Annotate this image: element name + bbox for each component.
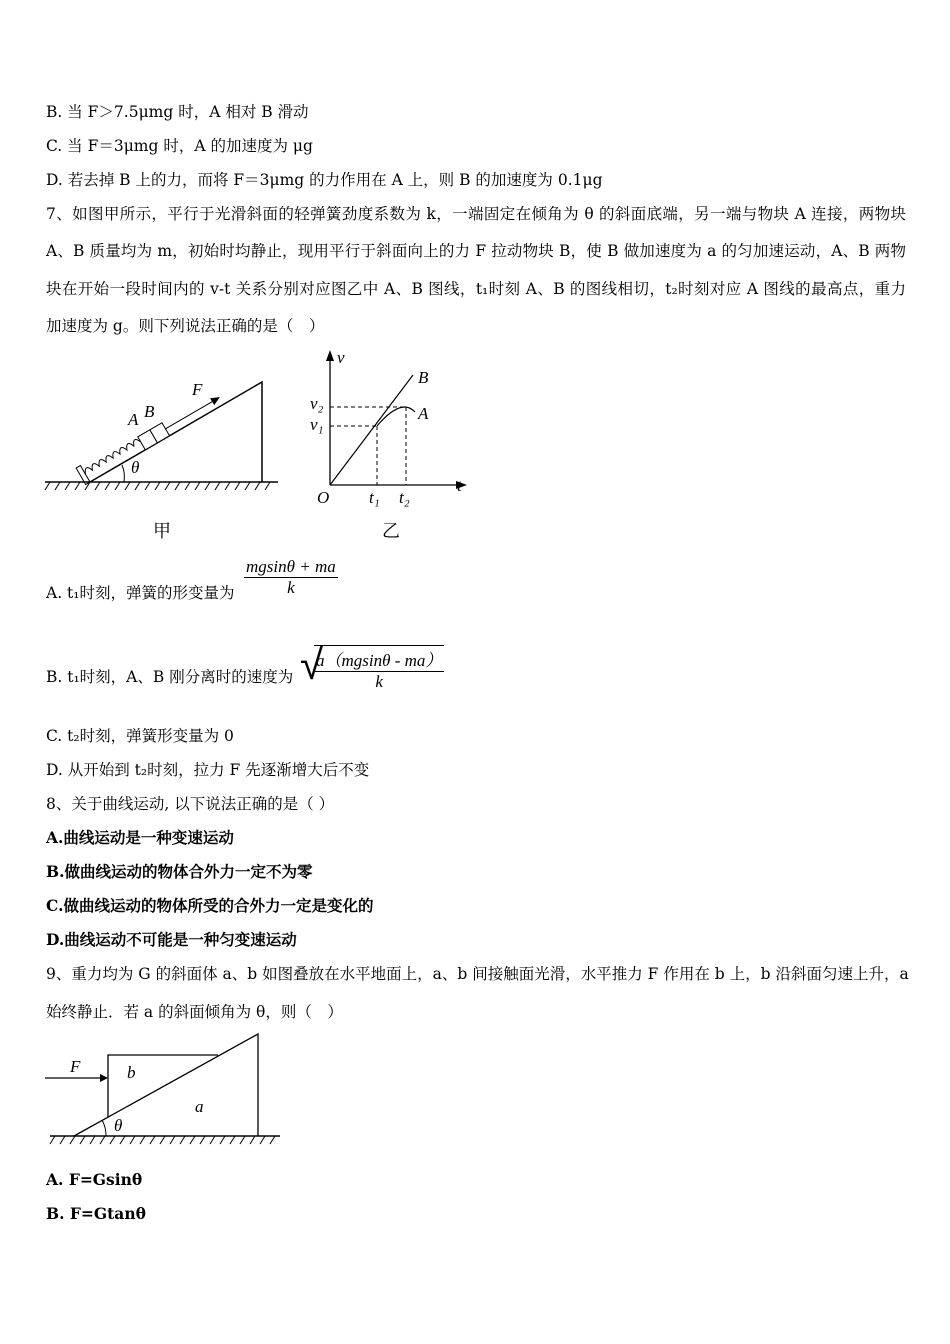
q8-option-a: A.曲线运动是一种变速运动: [46, 828, 234, 847]
line-label-b: B: [418, 368, 429, 387]
block-label-b: B: [144, 402, 155, 421]
q9-option-b: B. F=Gtanθ: [46, 1204, 146, 1223]
q7-stem-line: 7、如图甲所示，平行于光滑斜面的轻弹簧劲度系数为 k，一端固定在倾角为 θ 的斜面底端，另一端与物块 A 连接，两物块: [46, 205, 906, 223]
formula-denominator: k: [287, 578, 295, 597]
force-label-f: F: [192, 380, 203, 399]
q9-stem-line: 9、重力均为 G 的斜面体 a、b 如图叠放在水平地面上，a、b 间接触面光滑，水平推力 F 作用在 b 上，b 沿斜面匀速上升，a: [46, 965, 909, 983]
tick-label-v1: v₁: [310, 415, 324, 434]
q9-option-a: A. F=Gsinθ: [46, 1170, 143, 1189]
formula-numerator: mgsinθ + ma: [246, 557, 336, 576]
q6-option-b: B. 当 F＞7.5μmg 时，A 相对 B 滑动: [46, 103, 309, 121]
q8-option-b: B.做曲线运动的物体合外力一定不为零: [46, 862, 313, 881]
figure-yi-vt-graph: [305, 345, 475, 545]
formula-numerator: a（mgsinθ - ma）: [314, 646, 444, 672]
q9-stem-line: 始终静止．若 a 的斜面倾角为 θ，则（ ）: [46, 1003, 343, 1021]
axis-label-v: v: [337, 348, 345, 367]
tick-label-t1: t₁: [369, 488, 380, 507]
origin-label: O: [317, 488, 330, 507]
tick-label-v2: v₂: [310, 394, 324, 413]
wedge-label-b: b: [127, 1063, 136, 1082]
angle-label-theta: θ: [114, 1116, 123, 1135]
q7-stem-line: 加速度为 g。则下列说法正确的是（ ）: [46, 317, 325, 335]
formula-denominator: k: [375, 672, 383, 691]
sqrt-sign: √: [300, 640, 324, 689]
axis-label-t: t: [457, 476, 462, 495]
q7-stem-line: 块在开始一段时间内的 v-t 关系分别对应图乙中 A、B 图线，t₁时刻 A、B 的图线相切，t₂时刻对应 A 图线的最高点，重力: [46, 280, 906, 298]
q6-option-c: C. 当 F＝3μmg 时，A 的加速度为 μg: [46, 137, 313, 155]
block-label-a: A: [128, 410, 139, 429]
q8-stem: 8、关于曲线运动, 以下说法正确的是（ ）: [46, 795, 335, 813]
figure-q9-wedges: [40, 1028, 290, 1148]
q7-option-a: A. t₁时刻，弹簧的形变量为: [46, 584, 235, 602]
wedge-label-a: a: [195, 1097, 204, 1116]
tick-label-t2: t₂: [399, 488, 410, 507]
q7-option-b: B. t₁时刻，A、B 刚分离时的速度为: [46, 668, 294, 686]
force-label-f: F: [70, 1057, 81, 1076]
q7-option-a-formula: [244, 557, 338, 598]
line-label-a: A: [418, 404, 429, 423]
figure-caption-jia: 甲: [153, 521, 171, 542]
q7-option-c: C. t₂时刻，弹簧形变量为 0: [46, 727, 234, 745]
q6-option-d: D. 若去掉 B 上的力，而将 F＝3μmg 的力作用在 A 上，则 B 的加速度为 0.1μg: [46, 171, 603, 189]
q7-stem-line: A、B 质量均为 m，初始时均静止，现用平行于斜面向上的力 F 拉动物块 B，使 B 做加速度为 a 的匀加速运动，A、B 两物: [46, 242, 906, 260]
figure-caption-yi: 乙: [382, 521, 400, 542]
figure-jia-incline-spring: [40, 345, 280, 545]
q7-option-b-formula: [314, 645, 444, 692]
angle-label-theta: θ: [131, 458, 140, 477]
q7-option-d: D. 从开始到 t₂时刻，拉力 F 先逐渐增大后不变: [46, 761, 370, 779]
q8-option-c: C.做曲线运动的物体所受的合外力一定是变化的: [46, 896, 374, 915]
q8-option-d: D.曲线运动不可能是一种匀变速运动: [46, 930, 297, 949]
